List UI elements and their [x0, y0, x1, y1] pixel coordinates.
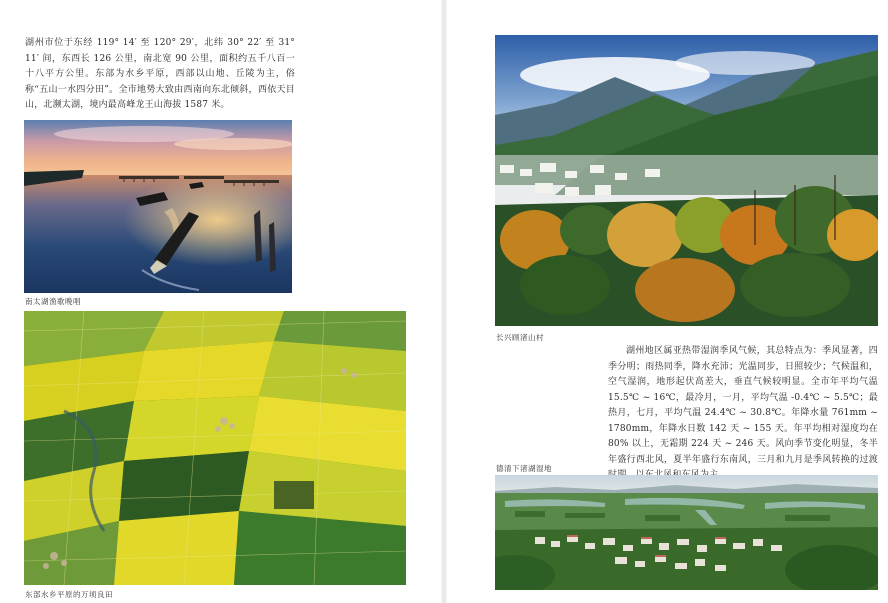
book-gutter — [441, 0, 447, 603]
climate-paragraph: 湖州地区属亚热带湿润季风气候，其总特点为：季风显著，四季分明；雨热同季，降水充沛；光温同步，日照较少；气候温和，空气湿润，地形起伏高差大，垂直气候较明显。全市年平均气温 15.5℃ ~ 16℃，最冷月，一月，平均气温 -0.4℃ ~ 5.5℃；最热月，七月，平均气温 24.4℃ ~ 30.8℃。年降水量 761mm ~ 1780mm，年降水日数 142 天 ~ 155 天。年平均相对湿度均在 80% 以上，无霜期 224 天 ~ 246 天。风向季节变化明显，冬半年盛行西北风，夏半年盛行东南风，三月和九月是季风转换的过渡 — [608, 346, 878, 465]
wetland-caption: 德清下渚湖湿地 — [496, 464, 552, 473]
intro-paragraph: 湖州市位于东经 119° 14′ 至 120° 29′，北纬 30° 22′ 至 31° 11′ 间，东西长 126 公里，南北宽 90 公里，面积约五千八百一十八平方公里。东部为水乡平原，西部以山地、丘陵为主，俗称“五山一水四分田”。全市地势大致由西南向东北倾斜，西依天目山，北濒太湖，境内最高峰龙王山海拔 1587 米。 — [25, 38, 295, 110]
xiazhu-lake-wetland-photo — [495, 475, 878, 590]
mountain-village-photo — [495, 35, 878, 326]
mountain-village-caption: 长兴顾渚山村 — [496, 333, 544, 342]
taihu-lake-sunset-photo — [24, 120, 292, 293]
rapeseed-fields-photo — [24, 311, 406, 585]
taihu-lake-caption: 南太湖渔歌晚唱 — [25, 297, 81, 306]
rapeseed-fields-caption: 东部水乡平原的万顷良田 — [25, 590, 113, 599]
